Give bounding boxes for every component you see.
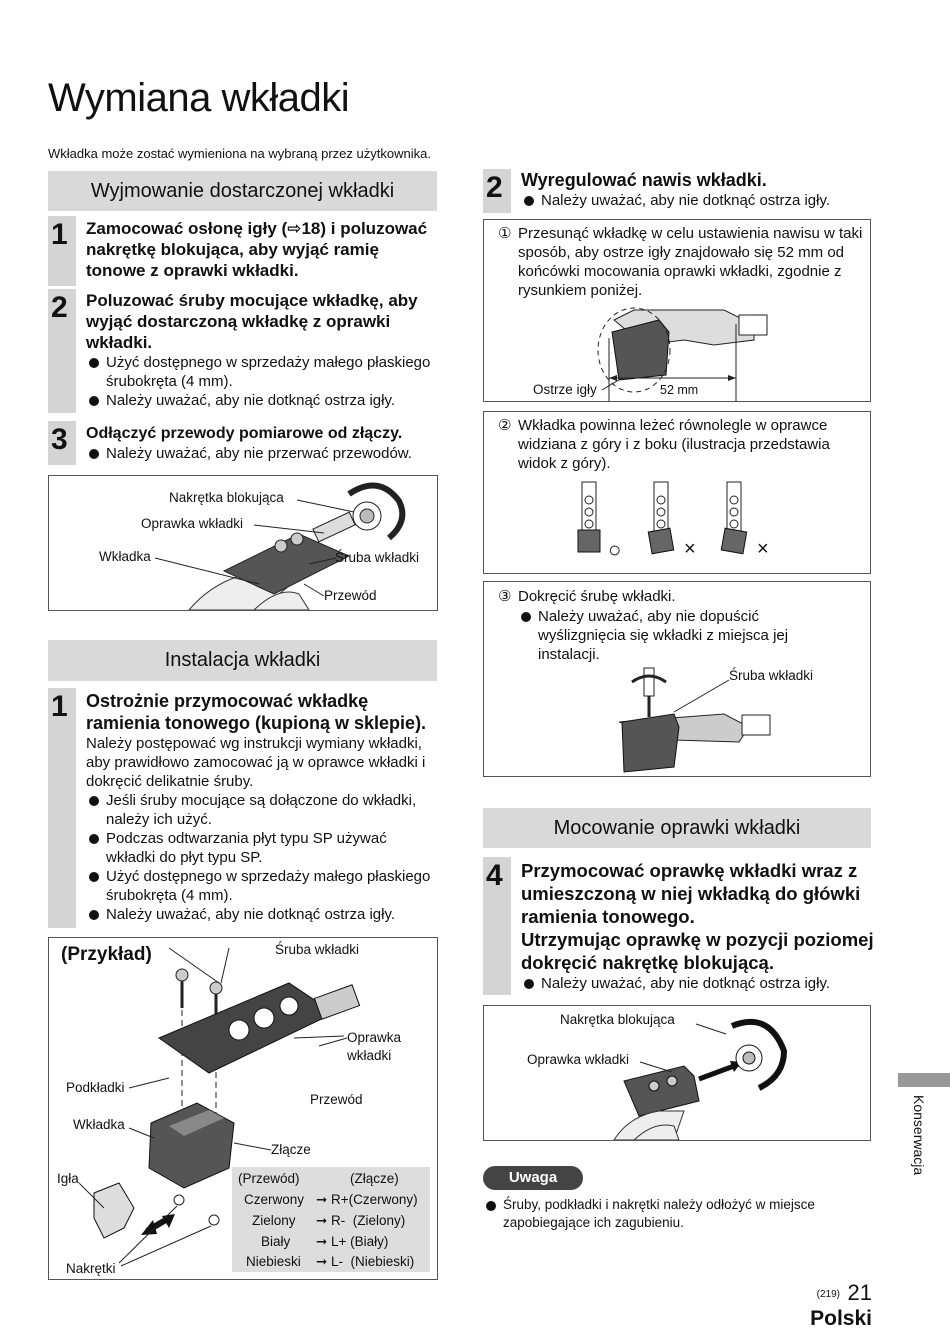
- step-number: 2: [486, 171, 503, 204]
- label-screw: Śruba wkładki: [275, 942, 360, 957]
- figure-remove-cartridge: [48, 475, 438, 611]
- table-cell-connector: L+ (Biały): [331, 1234, 389, 1249]
- table-header-connector: (Złącze): [350, 1171, 399, 1186]
- table-cell-connector: L- (Niebieski): [331, 1254, 415, 1269]
- label-cartridge: Wkładka: [99, 549, 151, 564]
- label-lock-nut: Nakrętka blokująca: [560, 1012, 675, 1027]
- section-heading-remove: Wyjmowanie dostarczonej wkładki: [48, 171, 437, 211]
- table-header-wire: (Przewód): [238, 1171, 300, 1186]
- table-cell-wire: Biały: [261, 1234, 291, 1249]
- label-distance: 52 mm: [660, 383, 699, 397]
- bullet-item: Podczas odtwarzania płyt typu SP używać wkładki do płyt typu SP.: [86, 829, 440, 867]
- bullet-item: Użyć dostępnego w sprzedaży małego płaskiego śrubokręta (4 mm).: [86, 353, 440, 391]
- step-title: Ostrożnie przymocować wkładkę ramienia tonowego (kupioną w sklepie).: [86, 691, 427, 733]
- label-washers: Podkładki: [66, 1080, 125, 1095]
- arrow-icon: ➞: [316, 1234, 328, 1249]
- bullet-item: Należy uważać, aby nie przerwać przewodów.: [86, 444, 440, 463]
- label-connector: Złącze: [271, 1142, 311, 1157]
- wrong-mark-icon: ×: [684, 538, 696, 560]
- adjust-box-parallel: [483, 411, 871, 574]
- step-title: Odłączyć przewody pomiarowe od złączy.: [86, 425, 403, 442]
- label-lock-nut: Nakrętka blokująca: [169, 490, 284, 505]
- step-number: 2: [51, 291, 68, 324]
- table-cell-wire: Zielony: [252, 1213, 296, 1228]
- bullet-item: Użyć dostępnego w sprzedaży małego płaskiego śrubokręta (4 mm).: [86, 867, 440, 905]
- note-badge: Uwaga: [483, 1166, 583, 1190]
- remove-step-3: [48, 421, 440, 465]
- figure-install-example: [48, 937, 438, 1280]
- marker-3: ③: [498, 588, 512, 605]
- table-cell-wire: Czerwony: [244, 1192, 305, 1207]
- label-stylus-tip: Ostrze igły: [533, 382, 597, 397]
- side-tab-marker: [898, 1073, 950, 1087]
- overhang-illustration: [484, 220, 870, 401]
- step-title: Wyregulować nawis wkładki.: [521, 170, 767, 190]
- step-title-2: Utrzymując oprawkę w pozycji poziomej dokręcić nakrętkę blokującą.: [521, 929, 874, 973]
- step-number: 4: [486, 859, 503, 892]
- label-screw: Śruba wkładki: [335, 550, 420, 565]
- step-title: Przymocować oprawkę wkładki wraz z umieszczoną w niej wkładką do główki ramienia tonowego.: [521, 860, 861, 927]
- parallel-views-illustration: [484, 412, 870, 573]
- adjust-box-tighten: [483, 581, 871, 777]
- page-number: 21: [847, 1280, 872, 1305]
- adjust-step-2: [483, 169, 875, 213]
- headshell-mounting-illustration: [484, 1006, 870, 1140]
- bullet-item: Należy uważać, aby nie dotknąć ostrza igły.: [86, 391, 440, 410]
- wire-connector-table: [232, 1167, 430, 1272]
- step-title: Poluzować śruby mocujące wkładkę, aby wyjąć dostarczoną wkładkę z oprawki wkładki.: [86, 291, 418, 352]
- bullet-item: Należy uważać, aby nie dopuścić wyślizgnięcia się wkładki z miejsca jej instalacji.: [518, 607, 818, 664]
- correct-mark-icon: ○: [608, 537, 622, 562]
- side-label-text: Konserwacja: [911, 1095, 927, 1176]
- box-text: Dokręcić śrubę wkładki.: [518, 588, 676, 605]
- arrow-icon: ➞: [316, 1192, 328, 1207]
- arrow-icon: ➞: [316, 1213, 328, 1228]
- adjust-box-overhang: [483, 219, 871, 402]
- box-text: Przesunąć wkładkę w celu ustawienia nawisu w taki sposób, aby ostrze igły znajdowało się 52 mm od końcówki mocowania oprawki wkładki, zgodnie z rysunkiem poniżej.: [518, 225, 863, 299]
- wrong-mark-icon: ×: [757, 538, 769, 560]
- page-title: Wymiana wkładki: [48, 76, 350, 120]
- step-number: 1: [51, 690, 68, 723]
- page-number-original: (219): [816, 1289, 840, 1300]
- label-wire: Przewód: [310, 1092, 363, 1107]
- label-cartridge: Wkładka: [73, 1117, 125, 1132]
- intro-text: Wkładka może zostać wymieniona na wybraną przez użytkownika.: [48, 146, 431, 161]
- label-headshell-2: wkładki: [347, 1048, 392, 1063]
- mount-step-4: [483, 857, 875, 995]
- label-stylus: Igła: [57, 1171, 79, 1186]
- step-number: 1: [51, 218, 68, 251]
- table-cell-wire: Niebieski: [246, 1254, 301, 1269]
- label-wire: Przewód: [324, 588, 377, 603]
- side-section-label: [903, 1095, 933, 1195]
- install-step-1: [48, 688, 440, 928]
- language-label: Polski: [810, 1307, 872, 1330]
- label-headshell: Oprawka wkładki: [141, 516, 244, 531]
- table-cell-connector: R+(Czerwony): [331, 1192, 418, 1207]
- label-nuts: Nakrętki: [66, 1261, 116, 1276]
- label-screw: Śruba wkładki: [729, 668, 814, 683]
- remove-step-2: [48, 289, 440, 413]
- label-headshell: Oprawka wkładki: [527, 1052, 630, 1067]
- step-text: Należy postępować wg instrukcji wymiany wkładki, aby prawidłowo zamocować ją w oprawce wkładki i dokręcić delikatnie śruby.: [86, 735, 426, 790]
- label-headshell-1: Oprawka: [347, 1030, 402, 1045]
- section-heading-mount: Mocowanie oprawki wkładki: [483, 808, 871, 848]
- step-number: 3: [51, 423, 68, 456]
- arrow-icon: ➞: [316, 1254, 328, 1269]
- step-title: Zamocować osłonę igły (⇨18) i poluzować nakrętkę blokująca, aby wyjąć ramię tonowe z oprawki wkładki.: [86, 219, 428, 280]
- marker-2: ②: [498, 417, 512, 434]
- table-cell-connector: R- (Zielony): [331, 1213, 406, 1228]
- remove-step-1: [48, 216, 440, 286]
- figure-mount-headshell: [483, 1005, 871, 1141]
- bullet-item: Należy uważać, aby nie dotknąć ostrza igły.: [521, 974, 875, 993]
- label-example: (Przykład): [61, 944, 152, 965]
- box-text: Wkładka powinna leżeć równolegle w oprawce widziana z góry i z boku (ilustracja przedstawia widok z góry).: [518, 417, 830, 472]
- bullet-item: Jeśli śruby mocujące są dołączone do wkładki, należy ich użyć.: [86, 791, 440, 829]
- bullet-item: Należy uważać, aby nie dotknąć ostrza igły.: [86, 905, 440, 924]
- step-number-bg: [48, 688, 76, 928]
- bullet-item: Należy uważać, aby nie dotknąć ostrza igły.: [521, 191, 875, 210]
- marker-1: ①: [498, 225, 512, 242]
- note-text: Śruby, podkładki i nakrętki należy odłożyć w miejsce zapobiegające ich zagubieniu.: [483, 1196, 873, 1232]
- section-heading-install: Instalacja wkładki: [48, 640, 437, 681]
